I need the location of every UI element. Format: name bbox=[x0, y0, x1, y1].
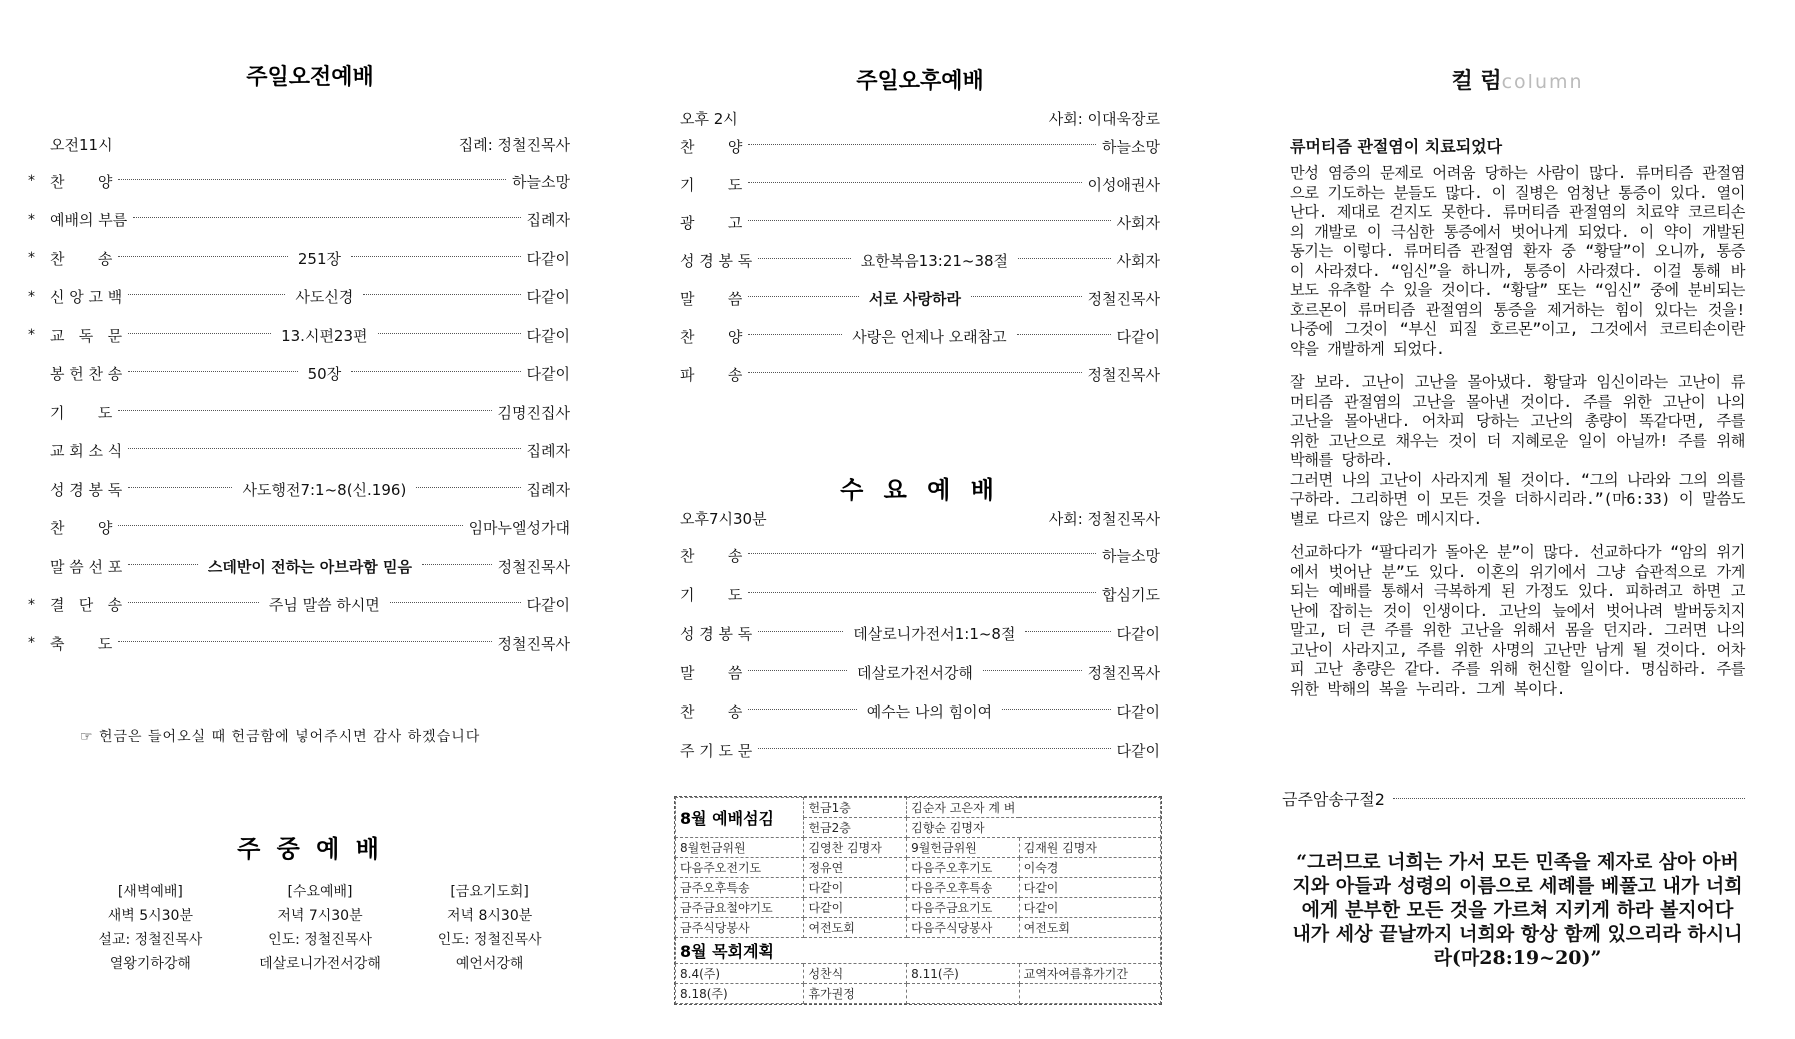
order-label: 축 도 bbox=[50, 634, 113, 653]
table-row bbox=[676, 798, 1161, 818]
standing-mark: * bbox=[28, 596, 35, 613]
memory-verse-header bbox=[1282, 787, 1745, 810]
order-label: 결 단 송 bbox=[50, 596, 123, 614]
order-row bbox=[50, 440, 570, 462]
table-cell: 헌금2층 bbox=[804, 818, 907, 838]
column-paragraph: 잘 보라. 고난이 고난을 몰아냈다. 황달과 임신이라는 고난이 류머티즘 관절염의 고난을 몰아낸 것이다. 주를 위한 고난이 나의 고난을 몰아낸다. 어차피 당하는 고난의 총량이 똑같다면, 주를 위한 고난으로 채우는 것이 더 지혜로운 일이 아닐까! 주를 위해 박해를 당하라. 그러면 나의 고난이 사라지게 될 것이다. “그의 나라와 그의 의를 구하라. 그리하면 이 모든 것을 더하시리라.”(마6:33) 이 말씀도 별로 다르지 않은 메시지다. bbox=[1290, 373, 1745, 528]
order-row bbox=[28, 324, 570, 346]
order-label: 찬 양 bbox=[50, 172, 113, 191]
order-row bbox=[28, 594, 571, 616]
table-cell: 8.4(주) bbox=[676, 964, 804, 984]
afternoon-service-meta bbox=[680, 108, 1160, 129]
table-row bbox=[676, 838, 1161, 858]
weekday-leader: 인도: 정철진목사 bbox=[268, 932, 372, 948]
afternoon-leader: 사회: 이대욱장로 bbox=[1048, 110, 1160, 128]
order-person: 다같이 bbox=[1116, 624, 1160, 643]
order-detail: 251장 bbox=[297, 249, 341, 268]
table-cell: 다음주오후기도 bbox=[907, 858, 1019, 878]
order-person: 다같이 bbox=[526, 365, 571, 383]
weekday-text: 열왕기하강해 bbox=[109, 956, 191, 972]
standing-mark: * bbox=[28, 635, 35, 651]
order-label: 성 경 봉 독 bbox=[680, 624, 753, 643]
table-row bbox=[676, 898, 1161, 918]
order-label: 광 고 bbox=[680, 213, 743, 232]
offering-note: ☞ 헌금은 들어오실 때 헌금함에 넣어주시면 감사 하겠습니다 bbox=[80, 729, 481, 745]
weekday-service-title: 주 중 예 배 bbox=[237, 835, 383, 863]
weekday-name: [수요예배] bbox=[287, 884, 353, 900]
table-cell: 다같이 bbox=[1019, 898, 1160, 918]
order-row bbox=[28, 170, 570, 192]
order-label: 신 앙 고 백 bbox=[50, 288, 123, 306]
order-label: 찬 양 bbox=[680, 327, 743, 346]
order-label: 찬 송 bbox=[680, 546, 743, 565]
wednesday-time: 오후7시30분 bbox=[680, 510, 767, 528]
table-cell: 김재원 김명자 bbox=[1019, 838, 1160, 858]
order-person: 집례자 bbox=[526, 442, 570, 460]
morning-leader: 집례: 정철진목사 bbox=[458, 136, 570, 154]
order-label: 예배의 부름 bbox=[50, 211, 128, 229]
table-row bbox=[676, 964, 1161, 984]
order-detail: 50장 bbox=[307, 365, 342, 383]
order-label: 말 씀 선 포 bbox=[50, 557, 123, 576]
table-cell: 다음주오후특송 bbox=[907, 878, 1019, 898]
order-person: 다같이 bbox=[1116, 702, 1160, 721]
standing-mark: * bbox=[28, 327, 35, 343]
order-row bbox=[680, 363, 1160, 385]
weekday-service bbox=[98, 880, 202, 976]
order-detail: 사도신경 bbox=[295, 288, 354, 306]
order-person: 합심기도 bbox=[1102, 585, 1160, 604]
afternoon-time: 오후 2시 bbox=[680, 110, 738, 128]
morning-service-meta bbox=[50, 134, 570, 155]
service-table-title: 8월 예배섬김 bbox=[676, 798, 804, 838]
order-label: 성 경 봉 독 bbox=[680, 251, 753, 270]
table-cell: 김영찬 김명자 bbox=[804, 838, 907, 858]
weekday-time: 저녁 8시30분 bbox=[446, 908, 533, 924]
weekday-time: 저녁 7시30분 bbox=[277, 908, 363, 924]
order-person: 다같이 bbox=[1116, 327, 1160, 346]
order-label: 찬 송 bbox=[50, 249, 113, 268]
order-person: 다같이 bbox=[1116, 741, 1160, 760]
table-cell: 다같이 bbox=[1019, 878, 1160, 898]
order-detail: 서로 사랑하라 bbox=[868, 289, 962, 308]
table-row bbox=[676, 984, 1161, 1004]
order-label: 봉 헌 찬 송 bbox=[50, 365, 123, 383]
order-detail: 데살로니가전서1:1~8절 bbox=[853, 624, 1016, 643]
order-person: 다같이 bbox=[526, 288, 570, 306]
order-row bbox=[680, 739, 1160, 761]
table-row bbox=[676, 858, 1161, 878]
weekday-text: 예언서강해 bbox=[455, 956, 524, 972]
order-detail: 데살로가전서강해 bbox=[857, 663, 973, 682]
service-duty-table bbox=[674, 796, 1162, 1005]
standing-mark: * bbox=[28, 250, 35, 266]
order-label: 주 기 도 문 bbox=[680, 741, 753, 760]
table-cell: 헌금1층 bbox=[804, 798, 907, 818]
order-person: 다같이 bbox=[526, 596, 571, 614]
table-row bbox=[676, 918, 1161, 938]
order-row bbox=[680, 544, 1160, 566]
order-person: 사회자 bbox=[1116, 213, 1160, 232]
order-detail: 사도행전7:1~8(신.196) bbox=[242, 480, 407, 499]
order-person: 집례자 bbox=[526, 211, 570, 229]
table-cell: 김향순 김명자 bbox=[907, 818, 1161, 838]
order-person: 김명진집사 bbox=[497, 403, 570, 422]
order-row bbox=[50, 555, 570, 577]
weekday-name: [금요기도회] bbox=[450, 884, 529, 900]
column-body bbox=[1290, 164, 1745, 699]
order-detail: 스데반이 전하는 아브라함 믿음 bbox=[207, 557, 412, 576]
table-cell: 8.11(주) bbox=[907, 964, 1019, 984]
order-row bbox=[680, 287, 1160, 309]
weekday-service bbox=[259, 880, 381, 976]
order-person: 임마누엘성가대 bbox=[468, 519, 570, 537]
order-row bbox=[28, 286, 570, 308]
order-row bbox=[28, 247, 570, 269]
weekday-services bbox=[70, 880, 570, 976]
table-row bbox=[676, 878, 1161, 898]
column-paragraph: 선교하다가 “팔다리가 돌아온 분”이 많다. 선교하다가 “암의 위기에서 벗어난 분”도 있다. 이혼의 위기에서 그냥 습관적으로 가게 되는 예배를 통해서 극복하게 된 가정도 있다. 피하려고 하면 고난에 잡히는 것이 인생이다. 고난의 늪에서 벗어나려 발버둥치지 말고, 더 큰 주를 위한 고난을 위해서 몸을 던지라. 그러면 나의 고난이 사라지고, 주를 위한 사명의 고난만 남게 될 것이다. 어차피 고난 총량은 같다. 주를 위해 헌신할 일이다. 명심하라. 주를 위한 박해의 복을 누리라. 그게 복이다. bbox=[1290, 543, 1745, 698]
table-row bbox=[676, 938, 1161, 964]
order-label: 파 송 bbox=[680, 365, 743, 384]
order-detail: 사랑은 언제나 오래참고 bbox=[852, 327, 1007, 346]
order-detail: 주님 말씀 하시면 bbox=[268, 596, 380, 614]
order-person: 다같이 bbox=[526, 249, 570, 268]
order-label: 찬 양 bbox=[50, 519, 113, 537]
order-person: 하늘소망 bbox=[512, 172, 570, 191]
table-cell: 휴가권정 bbox=[804, 984, 907, 1004]
memory-verse-text: “그러므로 너희는 가서 모든 민족을 제자로 삼아 아버지와 아들과 성령의 이름으로 세례를 베풀고 내가 너희에게 분부한 모든 것을 가르쳐 지키게 하라 볼지어다 내가 세상 끝날까지 너희와 항상 함께 있으리라 하시니라(마28:19~20)” bbox=[1292, 851, 1743, 969]
table-cell: 다음주금요기도 bbox=[907, 898, 1019, 918]
order-label: 성 경 봉 독 bbox=[50, 480, 123, 499]
column-title bbox=[1290, 64, 1745, 95]
table-cell bbox=[907, 984, 1019, 1004]
order-row bbox=[680, 211, 1160, 233]
table-cell: 금주오후특송 bbox=[676, 878, 804, 898]
order-label: 교 회 소 식 bbox=[50, 442, 123, 460]
order-person: 정철진목사 bbox=[1087, 365, 1160, 384]
weekday-service bbox=[438, 880, 542, 976]
weekday-leader: 인도: 정철진목사 bbox=[437, 932, 542, 948]
order-label: 찬 양 bbox=[680, 137, 743, 156]
order-row bbox=[680, 661, 1160, 683]
column-paragraph: 만성 염증의 문제로 어려움 당하는 사람이 많다. 류머티즘 관절염으로 기도하는 분들도 많다. 이 질병은 엄청난 통증이 있다. 열이 난다. 제대로 걷지도 못한다. 류머티즘 관절염의 치료약 코르티손의 개발로 이 극심한 통증에서 벗어나게 되었다. 이 약이 개발된 동기는 이렇다. 류머티즘 관절염 환자 중 “황달”이 오니까, 통증이 사라졌다. “임신”을 하니까, 통증이 사라졌다. 이걸 통해 바보도 유추할 수 있을 것이다. “황달” 또는 “임신” 중에 분비되는 호르몬이 류머티즘 관절염의 통증을 제거하는 힘이 있다는 것을! 나중에 그것이 “부신 피질 호르몬”이고, 그것에서 코르티손이란 약을 개발하게 되었다. bbox=[1290, 164, 1745, 358]
column-heading: 류머티즘 관절염이 치료되었다 bbox=[1290, 137, 1503, 156]
order-detail: 13.시편23편 bbox=[281, 326, 368, 345]
weekday-time: 새벽 5시30분 bbox=[107, 908, 193, 924]
order-person: 정철진목사 bbox=[1087, 289, 1161, 308]
table-cell: 성찬식 bbox=[804, 964, 907, 984]
table-cell: 8.18(주) bbox=[676, 984, 804, 1004]
table-cell: 8월헌금위원 bbox=[676, 838, 804, 858]
table-cell: 김순자 고은자 계 벼 bbox=[907, 798, 1161, 818]
weekday-leader: 설교: 정철진목사 bbox=[98, 932, 203, 948]
order-row bbox=[680, 325, 1160, 347]
order-person: 집례자 bbox=[526, 480, 570, 499]
table-cell: 여전도회 bbox=[1019, 918, 1160, 938]
standing-mark: * bbox=[28, 288, 35, 305]
order-label: 기 도 bbox=[680, 585, 743, 604]
order-label: 기 도 bbox=[680, 175, 743, 194]
wednesday-service-title: 수 요 예 배 bbox=[840, 476, 1000, 504]
order-person: 하늘소망 bbox=[1102, 137, 1160, 156]
order-label: 말 씀 bbox=[680, 289, 743, 308]
order-person: 하늘소망 bbox=[1102, 546, 1160, 565]
order-row bbox=[28, 209, 570, 231]
weekday-name: [새벽예배] bbox=[117, 884, 183, 900]
standing-mark: * bbox=[28, 173, 35, 189]
weekday-text: 데살로니가전서강해 bbox=[259, 956, 381, 972]
order-row bbox=[680, 249, 1160, 271]
table-cell: 다같이 bbox=[804, 898, 907, 918]
table-cell: 금주식당봉사 bbox=[676, 918, 804, 938]
table-cell: 교역자여름휴가기간 bbox=[1019, 964, 1160, 984]
order-person: 정철진목사 bbox=[1087, 663, 1161, 682]
order-person: 정철진목사 bbox=[497, 557, 571, 576]
table-cell: 금주금요철야기도 bbox=[676, 898, 804, 918]
memory-verse-label: 금주암송구절2 bbox=[1282, 790, 1385, 809]
order-row bbox=[50, 517, 570, 539]
table-cell: 다음주오전기도 bbox=[676, 858, 804, 878]
plan-title: 8월 목회계획 bbox=[676, 938, 1161, 964]
afternoon-service-title: 주일오후예배 bbox=[856, 69, 984, 94]
morning-service-title: 주일오전예배 bbox=[246, 65, 374, 90]
table-cell: 정유연 bbox=[804, 858, 907, 878]
column-title-sub: column bbox=[1501, 71, 1584, 93]
order-person: 이성애권사 bbox=[1087, 175, 1160, 194]
order-row bbox=[680, 622, 1160, 644]
order-person: 다같이 bbox=[526, 326, 570, 345]
table-cell: 9월헌금위원 bbox=[907, 838, 1019, 858]
table-cell: 이숙경 bbox=[1019, 858, 1160, 878]
standing-mark: * bbox=[28, 211, 35, 228]
order-row bbox=[50, 363, 570, 385]
order-label: 교 독 문 bbox=[50, 326, 123, 345]
order-row bbox=[680, 135, 1160, 157]
wednesday-service-meta bbox=[680, 508, 1160, 529]
order-detail: 예수는 나의 힘이여 bbox=[866, 702, 993, 721]
order-person: 정철진목사 bbox=[497, 634, 570, 653]
table-cell: 다같이 bbox=[804, 878, 907, 898]
table-cell bbox=[1019, 984, 1160, 1004]
order-row bbox=[680, 173, 1160, 195]
table-cell: 여전도회 bbox=[804, 918, 907, 938]
column-title-main: 컬 럼 bbox=[1451, 69, 1502, 94]
morning-time: 오전11시 bbox=[50, 136, 113, 154]
order-label: 말 씀 bbox=[680, 663, 743, 682]
table-cell: 다음주식당봉사 bbox=[907, 918, 1019, 938]
order-row bbox=[680, 700, 1160, 722]
order-row bbox=[50, 401, 570, 423]
order-label: 기 도 bbox=[50, 403, 113, 422]
order-detail: 요한복음13:21~38절 bbox=[860, 251, 1009, 270]
order-label: 찬 송 bbox=[680, 702, 743, 721]
order-row bbox=[680, 583, 1160, 605]
order-row bbox=[28, 632, 570, 654]
wednesday-leader: 사회: 정철진목사 bbox=[1048, 510, 1160, 528]
order-row bbox=[50, 478, 570, 500]
order-person: 사회자 bbox=[1116, 251, 1160, 270]
